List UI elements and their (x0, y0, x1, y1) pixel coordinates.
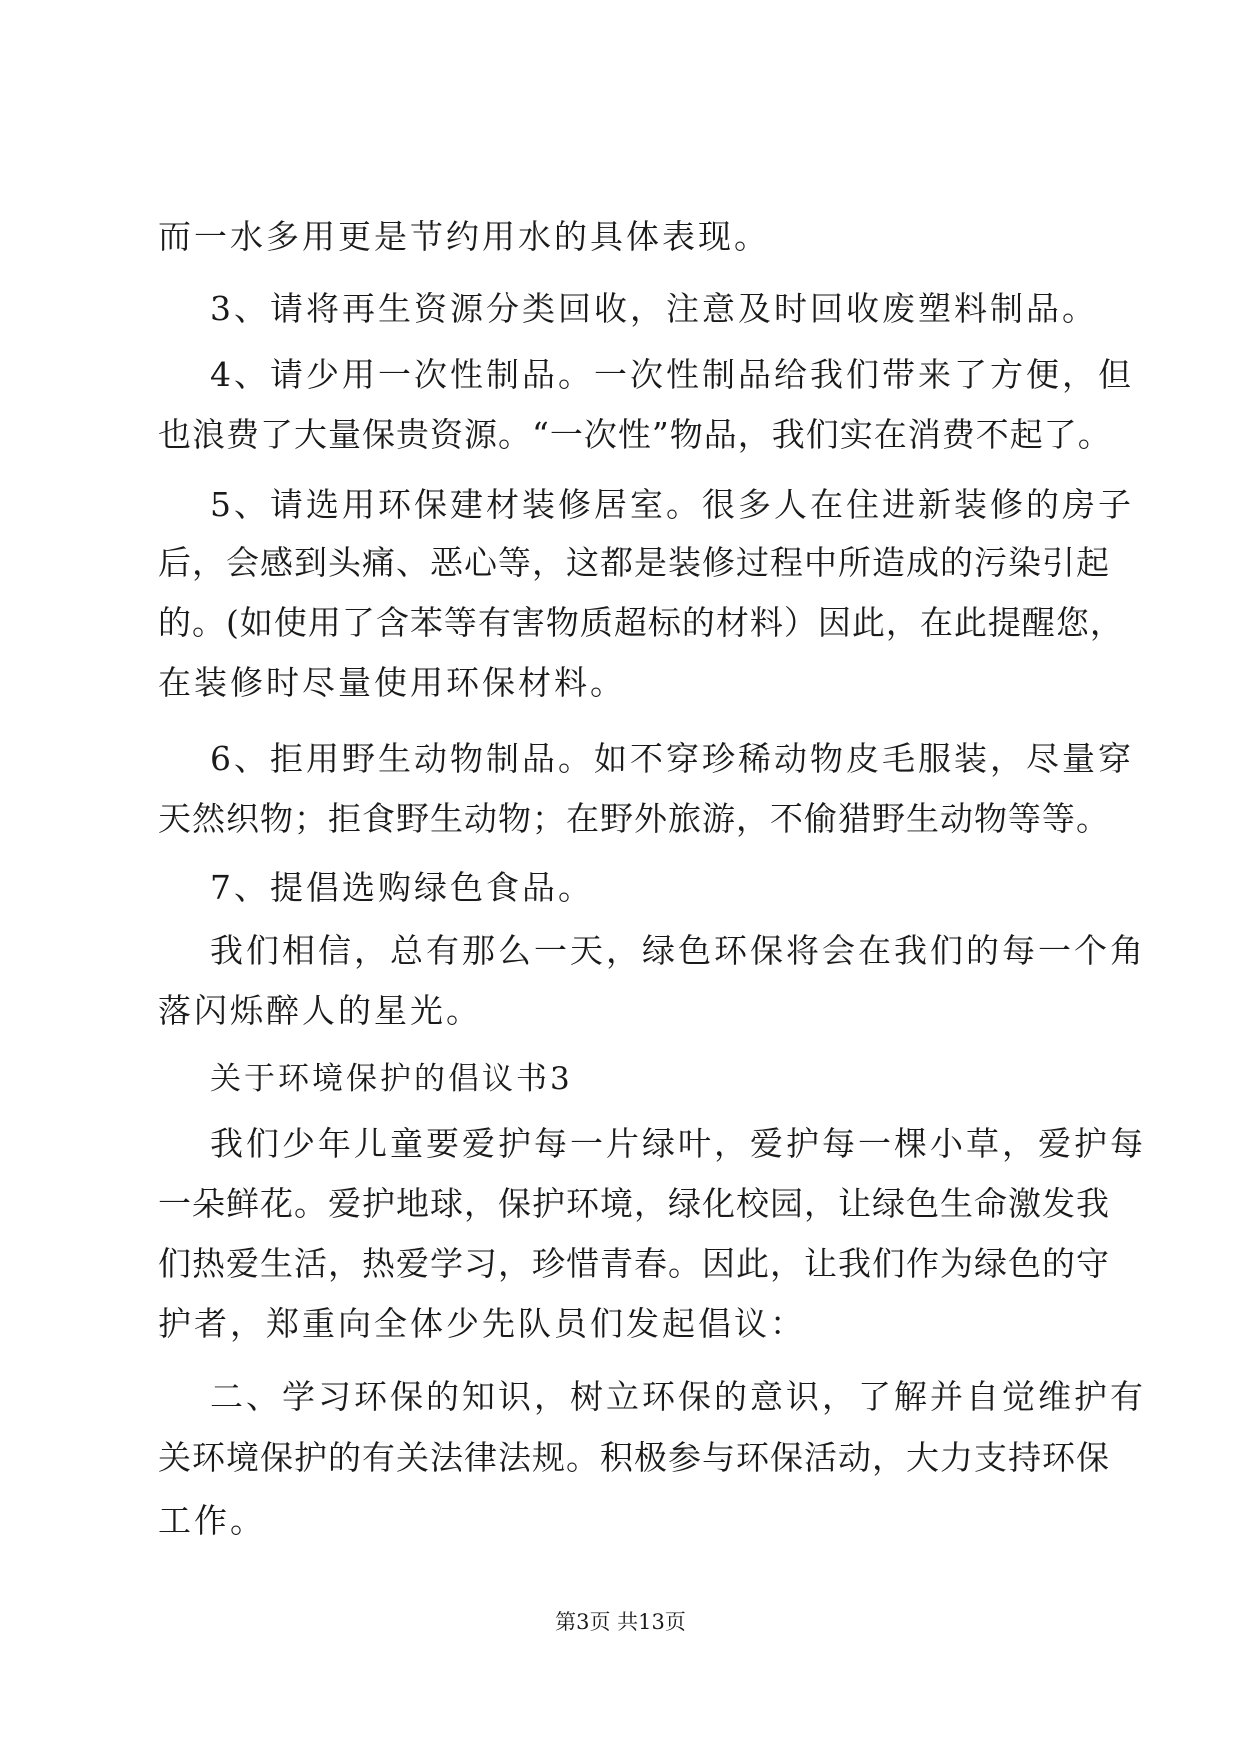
list-item-3: 3、请将再生资源分类回收，注意及时回收废塑料制品。 (210, 289, 1098, 328)
body-text-line: 后，会感到头痛、恶心等，这都是装修过程中所造成的污染引起 (158, 543, 1110, 582)
body-text-line: 的。(如使用了含苯等有害物质超标的材料）因此，在此提醒您， (158, 603, 1124, 642)
body-text-line: 我们相信，总有那么一天，绿色环保将会在我们的每一个角 (210, 931, 1146, 970)
body-text-line: 落闪烁醉人的星光。 (158, 991, 482, 1030)
body-text-line: 在装修时尽量使用环保材料。 (158, 663, 626, 702)
body-text-line: 们热爱生活，热爱学习，珍惜青春。因此，让我们作为绿色的守 (158, 1244, 1110, 1283)
body-text-line: 天然织物；拒食野生动物；在野外旅游，不偷猎野生动物等等。 (158, 799, 1110, 838)
list-item-5: 5、请选用环保建材装修居室。很多人在住进新装修的房子 (210, 485, 1134, 524)
body-text-line: 二、学习环保的知识，树立环保的意识，了解并自觉维护有 (210, 1377, 1146, 1416)
page-number-footer: 第3页 共13页 (555, 1610, 686, 1634)
body-text-line: 护者，郑重向全体少先队员们发起倡议： (158, 1304, 806, 1343)
body-text-line: 而一水多用更是节约用水的具体表现。 (158, 217, 770, 256)
body-text-line: 关环境保护的有关法律法规。积极参与环保活动，大力支持环保 (158, 1438, 1110, 1477)
body-text-line: 也浪费了大量保贵资源。“一次性”物品，我们实在消费不起了。 (158, 415, 1112, 454)
list-item-7: 7、提倡选购绿色食品。 (210, 868, 594, 907)
body-text-line: 一朵鲜花。爱护地球，保护环境，绿化校园，让绿色生命激发我 (158, 1184, 1110, 1223)
section-heading: 关于环境保护的倡议书3 (210, 1061, 573, 1097)
body-text-line: 我们少年儿童要爱护每一片绿叶，爱护每一棵小草，爱护每 (210, 1124, 1146, 1163)
list-item-4: 4、请少用一次性制品。一次性制品给我们带来了方便，但 (210, 355, 1134, 394)
body-text-line: 工作。 (158, 1501, 266, 1540)
list-item-6: 6、拒用野生动物制品。如不穿珍稀动物皮毛服装，尽量穿 (210, 739, 1134, 778)
